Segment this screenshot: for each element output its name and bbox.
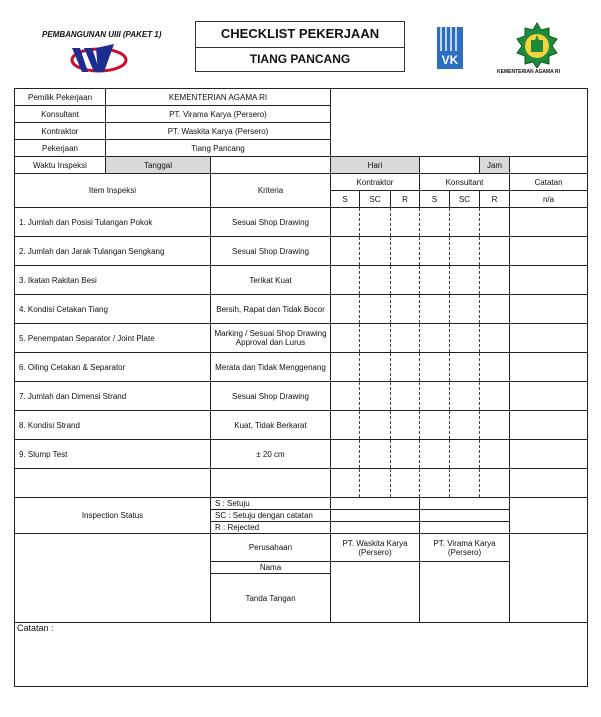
consultant-sc-header: SC (450, 191, 480, 208)
table-row (15, 353, 588, 382)
notes-cell[interactable] (510, 208, 588, 237)
criteria-header: Kriteria (211, 174, 331, 208)
contractor-s-cell[interactable] (331, 440, 360, 469)
notes-cell[interactable] (510, 353, 588, 382)
table-row (15, 382, 588, 411)
consultant-sc-cell[interactable] (450, 295, 480, 324)
item-criteria: ± 20 cm (211, 440, 331, 469)
contractor-sc-cell[interactable] (360, 411, 391, 440)
contractor-r-cell[interactable] (391, 208, 420, 237)
consultant-r-cell[interactable] (480, 208, 510, 237)
table-row (15, 295, 588, 324)
consultant-s-cell[interactable] (420, 237, 450, 266)
item-label: 5. Penempatan Separator / Joint Plate (15, 324, 211, 353)
date-value[interactable] (211, 157, 331, 174)
consultant-r-cell[interactable] (480, 295, 510, 324)
notes-header: Catatan (510, 174, 588, 191)
contractor-s-cell[interactable] (331, 353, 360, 382)
name-label: Nama (211, 562, 331, 574)
contractor-r-cell[interactable] (391, 295, 420, 324)
contractor-sc-cell[interactable] (360, 440, 391, 469)
consultant-sc-cell[interactable] (450, 411, 480, 440)
notes-cell[interactable] (510, 382, 588, 411)
item-label: 9. Slump Test (15, 440, 211, 469)
notes-cell[interactable] (510, 440, 588, 469)
consultant-sc-cell[interactable] (450, 353, 480, 382)
owner-value: KEMENTERIAN AGAMA RI (106, 89, 331, 106)
table-row (15, 208, 588, 237)
ministry-logo (513, 22, 561, 68)
consultant-r-cell[interactable] (480, 353, 510, 382)
vk-logo-text: VK (441, 53, 459, 67)
day-label: Hari (331, 157, 420, 174)
company-row (15, 534, 588, 562)
contractor-sc-cell[interactable] (360, 237, 391, 266)
work-label: Pekerjaan (15, 140, 106, 157)
consultant-s-cell[interactable] (420, 440, 450, 469)
contractor-s-cell[interactable] (331, 237, 360, 266)
contractor-sc-header: SC (360, 191, 391, 208)
table-row (15, 237, 588, 266)
contractor-r-cell[interactable] (391, 266, 420, 295)
item-label: 6. Oiling Cetakan & Separator (15, 353, 211, 382)
inspection-status-label: Inspection Status (15, 498, 211, 534)
consultant-s-cell[interactable] (420, 324, 450, 353)
table-row (15, 440, 588, 469)
company-label: Perusahaan (211, 534, 331, 562)
ministry-logo-label: KEMENTERIAN AGAMA RI (497, 69, 560, 75)
consultant-r-cell[interactable] (480, 324, 510, 353)
notes-cell[interactable] (510, 266, 588, 295)
item-criteria: Sesuai Shop Drawing (211, 237, 331, 266)
hour-value[interactable] (510, 157, 588, 174)
contractor-s-cell[interactable] (331, 324, 360, 353)
notes-cell[interactable] (510, 295, 588, 324)
contractor-s-header: S (331, 191, 360, 208)
item-label: 4. Kondisi Cetakan Tiang (15, 295, 211, 324)
contractor-sc-cell[interactable] (360, 324, 391, 353)
item-criteria: Kuat, Tidak Berkarat (211, 411, 331, 440)
signature-blank (15, 534, 211, 623)
consultant-sc-cell[interactable] (450, 382, 480, 411)
vk-logo-icon (437, 27, 463, 69)
item-label: 8. Kondisi Strand (15, 411, 211, 440)
contractor-s-cell[interactable] (331, 411, 360, 440)
contractor-sc-cell[interactable] (360, 382, 391, 411)
contractor-sc-cell[interactable] (360, 353, 391, 382)
hour-label: Jam (480, 157, 510, 174)
waskita-logo (66, 42, 128, 78)
owner-row (15, 89, 588, 106)
item-criteria: Bersih, Rapat dan Tidak Bocor (211, 295, 331, 324)
empty-item-row (15, 469, 588, 498)
company-consultant: PT. Virama Karya (Persero) (420, 534, 510, 562)
notes-cell[interactable] (510, 411, 588, 440)
consultant-sc-cell[interactable] (450, 440, 480, 469)
consultant-r-cell[interactable] (480, 411, 510, 440)
consultant-header: Konsultant (420, 174, 510, 191)
consultant-r-header: R (480, 191, 510, 208)
info-blank (331, 89, 588, 157)
project-name: PEMBANGUNAN UIII (PAKET 1) (42, 30, 162, 39)
contractor-label: Kontraktor (15, 123, 106, 140)
contractor-sc-cell[interactable] (360, 295, 391, 324)
table-row (15, 411, 588, 440)
item-label: 1. Jumlah dan Posisi Tulangan Pokok (15, 208, 211, 237)
table-row (15, 266, 588, 295)
consultant-s-cell[interactable] (420, 353, 450, 382)
notes-na: n/a (510, 191, 588, 208)
notes-label: Catatan : (17, 623, 54, 633)
contractor-r-cell[interactable] (391, 237, 420, 266)
consultant-s-cell[interactable] (420, 411, 450, 440)
notes-cell[interactable] (510, 237, 588, 266)
sign-label: Tanda Tangan (211, 574, 331, 623)
consultant-r-cell[interactable] (480, 237, 510, 266)
notes-cell[interactable] (510, 324, 588, 353)
consultant-r-cell[interactable] (480, 440, 510, 469)
item-label: 3. Ikatan Rakitan Besi (15, 266, 211, 295)
notes-row (15, 623, 588, 687)
table-row (15, 324, 588, 353)
consultant-sc-cell[interactable] (450, 266, 480, 295)
ministry-emblem-icon (513, 22, 561, 68)
document-subtitle: TIANG PANCANG (196, 47, 404, 71)
column-header-row (15, 174, 588, 191)
item-label: 7. Jumlah dan Dimensi Strand (15, 382, 211, 411)
contractor-sc-cell[interactable] (360, 266, 391, 295)
item-criteria: Sesuai Shop Drawing (211, 208, 331, 237)
consultant-r-cell[interactable] (480, 382, 510, 411)
status-s: S : Setuju (211, 498, 331, 510)
title-box (195, 21, 405, 72)
contractor-sign-area[interactable] (331, 562, 420, 623)
consultant-sc-cell[interactable] (450, 208, 480, 237)
contractor-value: PT. Waskita Karya (Persero) (106, 123, 331, 140)
contractor-r-cell[interactable] (391, 440, 420, 469)
consultant-label: Konsultant (15, 106, 106, 123)
consultant-sign-area[interactable] (420, 562, 510, 623)
consultant-s-cell[interactable] (420, 266, 450, 295)
consultant-sc-cell[interactable] (450, 237, 480, 266)
status-r: R : Rejected (211, 522, 331, 534)
contractor-r-cell[interactable] (391, 411, 420, 440)
work-value: Tiang Pancang (106, 140, 331, 157)
contractor-r-cell[interactable] (391, 382, 420, 411)
item-label: 2. Jumlah dan Jarak Tulangan Sengkang (15, 237, 211, 266)
company-contractor: PT. Waskita Karya (Persero) (331, 534, 420, 562)
contractor-s-cell[interactable] (331, 208, 360, 237)
vk-logo (437, 27, 463, 69)
time-label: Waktu Inspeksi (15, 157, 106, 174)
contractor-s-cell[interactable] (331, 295, 360, 324)
checklist-sheet (14, 88, 588, 687)
item-criteria: Marking / Sesuai Shop Drawing Approval dan Lurus (211, 324, 331, 353)
status-sc: SC : Setuju dengan catatan (211, 510, 331, 522)
consultant-sc-cell[interactable] (450, 324, 480, 353)
day-value[interactable] (420, 157, 480, 174)
consultant-s-cell[interactable] (420, 295, 450, 324)
contractor-sc-cell[interactable] (360, 208, 391, 237)
consultant-r-cell[interactable] (480, 266, 510, 295)
contractor-r-header: R (391, 191, 420, 208)
item-criteria: Merata dan Tidak Menggenang (211, 353, 331, 382)
contractor-s-cell[interactable] (331, 266, 360, 295)
contractor-header: Kontraktor (331, 174, 420, 191)
consultant-value: PT. Virama Karya (Persero) (106, 106, 331, 123)
consultant-s-header: S (420, 191, 450, 208)
item-criteria: Sesuai Shop Drawing (211, 382, 331, 411)
item-criteria: Terikat Kuat (211, 266, 331, 295)
inspection-time-row (15, 157, 588, 174)
contractor-s-cell[interactable] (331, 382, 360, 411)
owner-label: Pemilik Pekerjaan (15, 89, 106, 106)
consultant-s-cell[interactable] (420, 382, 450, 411)
contractor-r-cell[interactable] (391, 353, 420, 382)
contractor-r-cell[interactable] (391, 324, 420, 353)
document-title: CHECKLIST PEKERJAAN (220, 26, 380, 41)
notes-area[interactable] (15, 623, 588, 687)
item-header: Item Inspeksi (15, 174, 211, 208)
waskita-logo-icon (66, 42, 128, 78)
date-label: Tanggal (106, 157, 211, 174)
status-row-s (15, 498, 588, 510)
consultant-s-cell[interactable] (420, 208, 450, 237)
